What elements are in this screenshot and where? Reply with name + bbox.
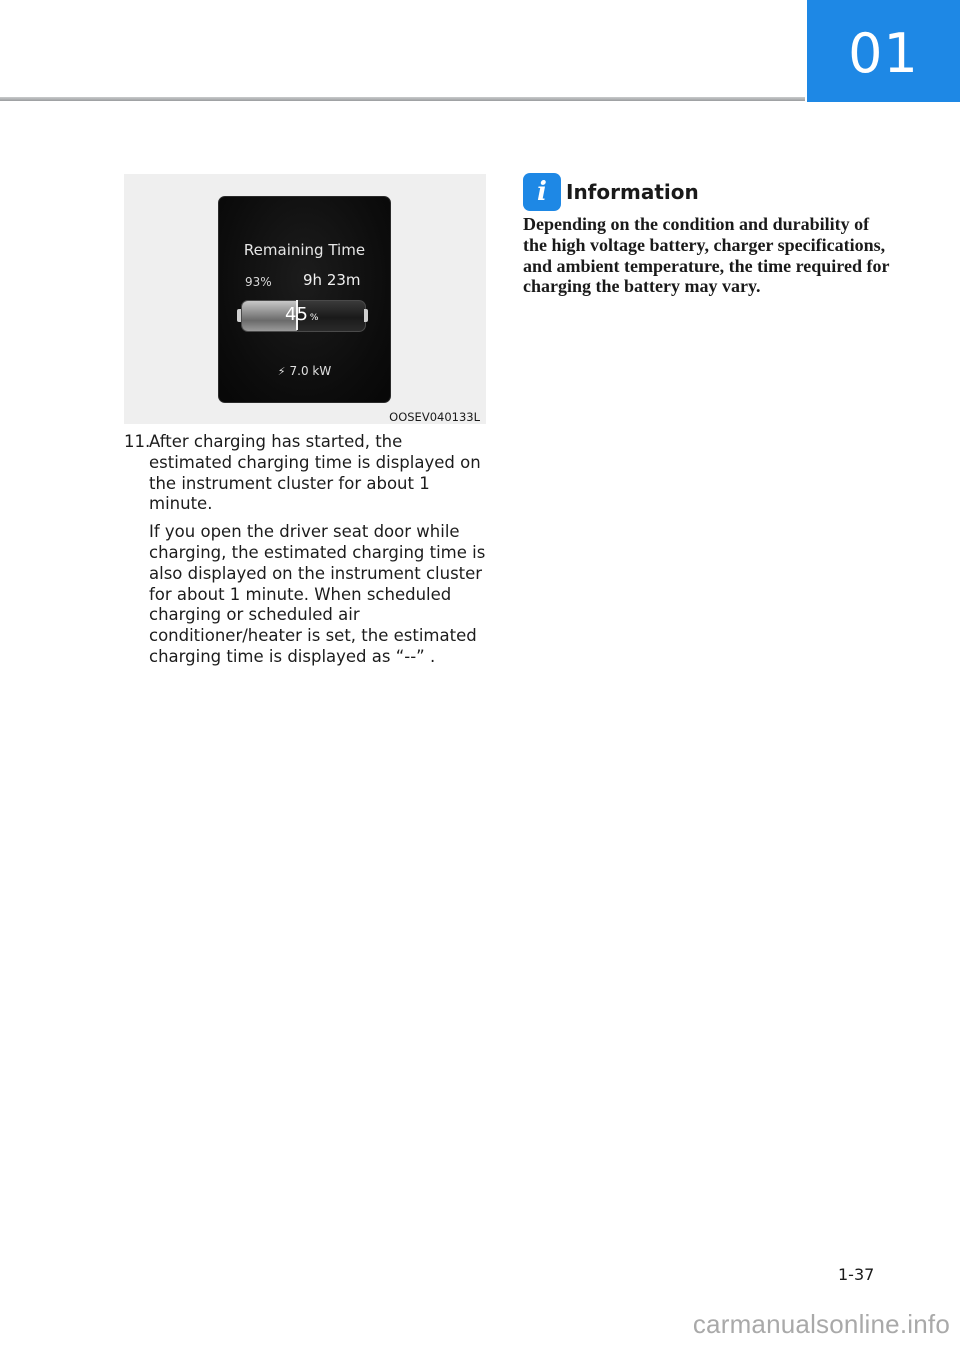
information-text: Depending on the condition and durability of the high voltage battery, charger specifications, and ambient temperature, the time required for charging the battery may vary. [523,214,890,297]
information-title: Information [566,180,699,204]
state-of-charge-unit: % [309,313,319,323]
page-number: 1-37 [838,1265,875,1284]
instrument-cluster-display [218,196,391,403]
chapter-tab: 01 [807,0,960,102]
lightning-bolt-icon: ⚡︎ [277,365,286,378]
information-note [523,173,893,297]
state-of-charge-value: 45 [285,304,308,325]
figure-code: OOSEV040133L [389,410,480,424]
step-paragraph: After charging has started, the estimated charging time is displayed on the instrument cluster for about 1 minute. [149,432,481,514]
remaining-charge-time: 9h 23m [303,271,361,289]
charging-power-value: 7.0 kW [289,364,332,378]
info-icon: i [523,173,561,211]
target-charge-percent: 93% [245,275,272,289]
step-number: 11. [124,432,151,451]
step-paragraph: If you open the driver seat door while charging, the estimated charging time is also displayed on the instrument cluster for about 1 minute. When scheduled charging or scheduled air conditioner/heater is set, the estimated charging time is displayed as “--” . [149,522,486,666]
cluster-title: Remaining Time [243,241,366,259]
state-of-charge [285,304,318,325]
header-rule [0,97,805,101]
charging-figure [124,174,486,424]
charging-power [219,364,390,378]
step-11 [124,432,490,675]
watermark: carmanualsonline.info [692,1309,950,1339]
information-header [523,173,893,211]
battery-right-terminal [364,309,368,322]
step-body [149,432,490,668]
